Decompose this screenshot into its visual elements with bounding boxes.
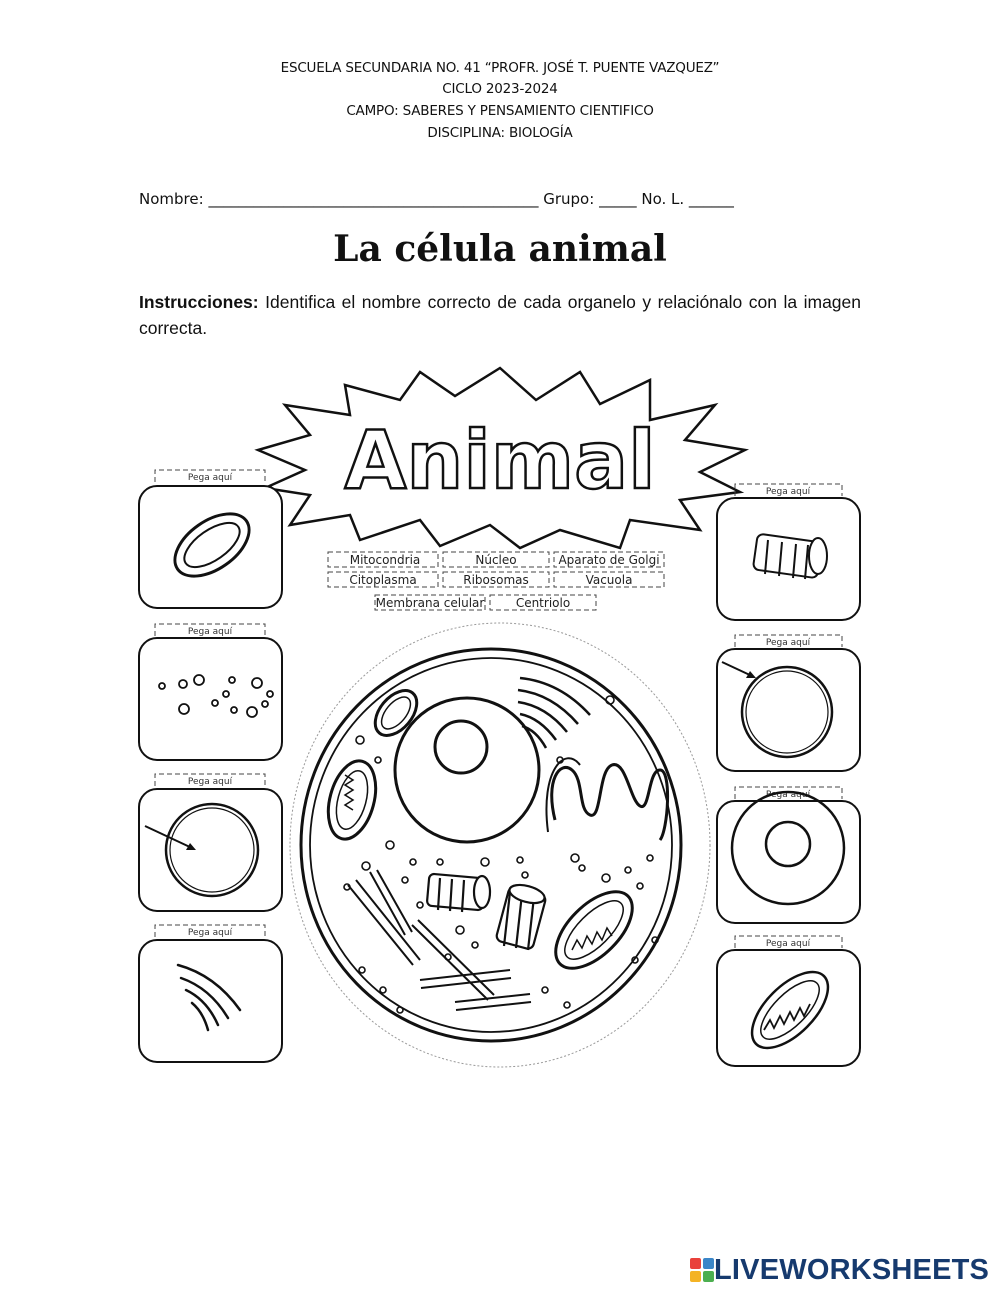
name-label: Nombre: xyxy=(139,190,204,208)
name-blank[interactable]: ____________________________________________ xyxy=(208,190,539,208)
word-ribosomas[interactable]: Ribosomas xyxy=(463,573,529,587)
list-number-label: No. L. xyxy=(641,190,685,208)
animal-cell-worksheet-figure xyxy=(130,362,870,1068)
liveworksheets-brand: LIVEWORKSHEETS xyxy=(714,1253,990,1286)
answer-box-right-1 xyxy=(717,484,860,620)
animal-cell-diagram xyxy=(290,623,710,1067)
word-nucleo[interactable]: Núcleo xyxy=(475,553,517,567)
group-label: Grupo: xyxy=(543,190,595,208)
answer-box-right-2 xyxy=(717,635,860,771)
paste-here-label: Pega aquí xyxy=(765,790,811,800)
paste-here-label: Pega aquí xyxy=(765,487,811,497)
answer-box-left-4 xyxy=(139,925,282,1062)
school-cycle: CICLO 2023-2024 xyxy=(442,81,558,97)
word-mitocondria[interactable]: Mitocondria xyxy=(349,553,421,567)
liveworksheets-logo-icon xyxy=(690,1258,714,1282)
page-title: La célula animal xyxy=(333,228,667,270)
instructions-text: Identifica el nombre correcto de cada organelo y relaciónalo con la imagen correcta. xyxy=(139,292,862,338)
school-name: ESCUELA SECUNDARIA NO. 41 “PROFR. JOSÉ T. PUENTE VAZQUEZ” xyxy=(280,60,720,76)
paste-here-label: Pega aquí xyxy=(187,627,233,637)
instructions xyxy=(139,289,861,341)
field-line: CAMPO: SABERES Y PENSAMIENTO CIENTIFICO xyxy=(346,103,654,119)
answer-box-left-1 xyxy=(139,470,282,608)
word-bank xyxy=(328,552,664,610)
paste-here-label: Pega aquí xyxy=(187,928,233,938)
word-citoplasma[interactable]: Citoplasma xyxy=(349,573,417,587)
answer-box-left-3 xyxy=(139,774,282,911)
student-info-row xyxy=(139,190,859,208)
answer-box-right-3 xyxy=(717,787,860,923)
word-vacuola[interactable]: Vacuola xyxy=(585,573,633,587)
discipline-line: DISCIPLINA: BIOLOGÍA xyxy=(427,125,573,141)
list-number-blank[interactable]: ______ xyxy=(688,190,734,208)
answer-box-left-2 xyxy=(139,624,282,760)
paste-here-label: Pega aquí xyxy=(765,939,811,949)
paste-here-label: Pega aquí xyxy=(765,638,811,648)
word-centriolo[interactable]: Centriolo xyxy=(515,596,571,610)
instructions-label: Instrucciones: xyxy=(139,292,259,312)
nucleus xyxy=(395,698,539,842)
paste-here-label: Pega aquí xyxy=(187,777,233,787)
answer-box-right-4 xyxy=(717,936,860,1066)
nucleolus xyxy=(435,721,487,773)
word-membrana-celular[interactable]: Membrana celular xyxy=(375,596,485,610)
liveworksheets-logo xyxy=(690,1254,989,1286)
paste-here-label: Pega aquí xyxy=(187,473,233,483)
banner-word: Animal xyxy=(344,414,656,507)
group-blank[interactable]: _____ xyxy=(599,190,637,208)
word-aparato-de-golgi[interactable]: Aparato de Golgi xyxy=(558,553,660,567)
